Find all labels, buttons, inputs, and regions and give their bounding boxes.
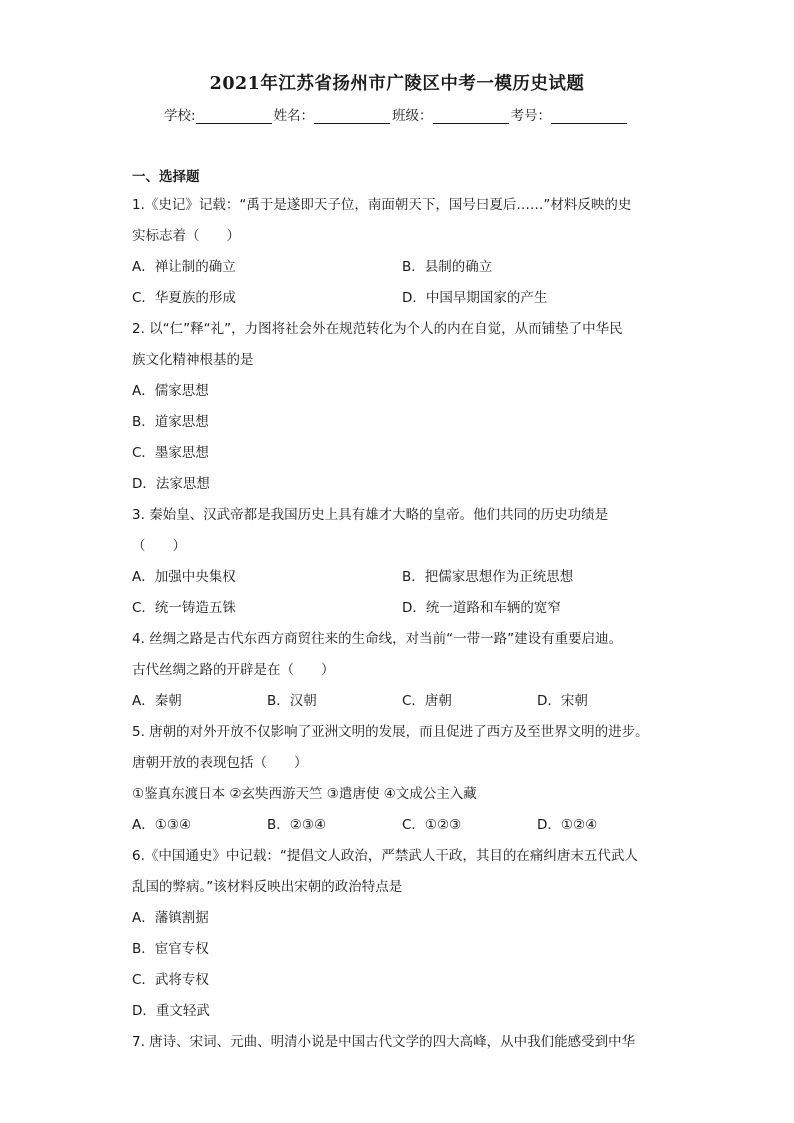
- option-d[interactable]: D．宋朝: [537, 693, 588, 709]
- option-a[interactable]: A．秦朝: [132, 693, 182, 709]
- option-a[interactable]: A．禅让制的确立: [132, 259, 236, 275]
- option-d[interactable]: D．统一道路和车辆的宽窄: [402, 600, 561, 616]
- question-text: 古代丝绸之路的开辟是在（ ）: [132, 662, 335, 678]
- question-text: 1.《史记》记载：“禹于是遂即天子位，南面朝天下，国号曰夏后……”材料反映的史: [132, 197, 632, 213]
- class-label: 班级：: [392, 108, 433, 124]
- section-heading: 一、选择题: [132, 169, 200, 185]
- option-row: [132, 252, 672, 283]
- question-text: 3. 秦始皇、汉武帝都是我国历史上具有雄才大略的皇帝。他们共同的历史功绩是: [132, 507, 609, 523]
- question-text: 5. 唐朝的对外开放不仅影响了亚洲文明的发展，而且促进了西方及至世界文明的进步。: [132, 724, 649, 740]
- option-row: [132, 562, 672, 593]
- option-b[interactable]: B．②③④: [267, 817, 327, 833]
- question-text: 唐朝开放的表现包括（ ）: [132, 755, 308, 771]
- option-a[interactable]: A．儒家思想: [132, 383, 209, 399]
- page-title: 2021年江苏省扬州市广陵区中考一模历史试题: [209, 74, 585, 94]
- option-b[interactable]: B．把儒家思想作为正统思想: [402, 569, 574, 585]
- option-a[interactable]: A．藩镇割据: [132, 910, 209, 926]
- option-a[interactable]: A．①③④: [132, 817, 192, 833]
- question-list: [132, 164, 672, 1058]
- question-2: [132, 314, 672, 500]
- class-blank[interactable]: [433, 109, 509, 124]
- exam-number-label: 考号：: [510, 108, 552, 124]
- question-text: 4. 丝绸之路是古代东西方商贸往来的生命线，对当前“一带一路”建设有重要启迪。: [132, 631, 623, 647]
- option-d[interactable]: D．重文轻武: [132, 1003, 210, 1019]
- question-text: 6.《中国通史》中记载：“提倡文人政治，严禁武人干政，其目的在痛纠唐末五代武人: [132, 848, 638, 864]
- option-row: [132, 810, 672, 841]
- option-c[interactable]: C．武将专权: [132, 972, 209, 988]
- option-b[interactable]: B．汉朝: [267, 693, 317, 709]
- question-1: [132, 190, 672, 314]
- question-3: [132, 500, 672, 624]
- question-6: [132, 841, 672, 1027]
- option-d[interactable]: D．法家思想: [132, 476, 210, 492]
- school-blank[interactable]: [196, 109, 272, 124]
- option-b[interactable]: B．道家思想: [132, 414, 209, 430]
- school-label: 学校:: [164, 108, 196, 124]
- question-text: 实标志着（ ）: [132, 228, 240, 244]
- question-text: 乱国的弊病。”该材料反映出宋朝的政治特点是: [132, 879, 403, 895]
- option-c[interactable]: C．统一铸造五铢: [132, 600, 236, 616]
- question-5: [132, 717, 672, 841]
- option-c[interactable]: C．华夏族的形成: [132, 290, 236, 306]
- student-info-row: [164, 104, 629, 124]
- option-c[interactable]: C．墨家思想: [132, 445, 209, 461]
- option-a[interactable]: A．加强中央集权: [132, 569, 236, 585]
- option-row: [132, 283, 672, 314]
- exam-number-blank[interactable]: [551, 109, 627, 124]
- option-c[interactable]: C．①②③: [402, 817, 462, 833]
- question-material: ①鉴真东渡日本 ②玄奘西游天竺 ③遣唐使 ④文成公主入藏: [132, 786, 477, 802]
- option-c[interactable]: C．唐朝: [402, 693, 452, 709]
- question-text: （ ）: [132, 538, 186, 554]
- question-text: 2. 以“仁”释“礼”，力图将社会外在规范转化为个人的内在自觉，从而铺垫了中华民: [132, 321, 623, 337]
- option-row: [132, 686, 672, 717]
- option-d[interactable]: D．①②④: [537, 817, 598, 833]
- option-b[interactable]: B．宦官专权: [132, 941, 209, 957]
- option-row: [132, 593, 672, 624]
- question-text: 7. 唐诗、宋词、元曲、明清小说是中国古代文学的四大高峰，从中我们能感受到中华: [132, 1034, 636, 1050]
- option-d[interactable]: D．中国早期国家的产生: [402, 290, 548, 306]
- option-b[interactable]: B．县制的确立: [402, 259, 493, 275]
- question-4: [132, 624, 672, 717]
- name-blank[interactable]: [314, 109, 390, 124]
- name-label: 姓名：: [273, 108, 315, 124]
- question-text: 族文化精神根基的是: [132, 352, 254, 368]
- question-7: [132, 1027, 672, 1058]
